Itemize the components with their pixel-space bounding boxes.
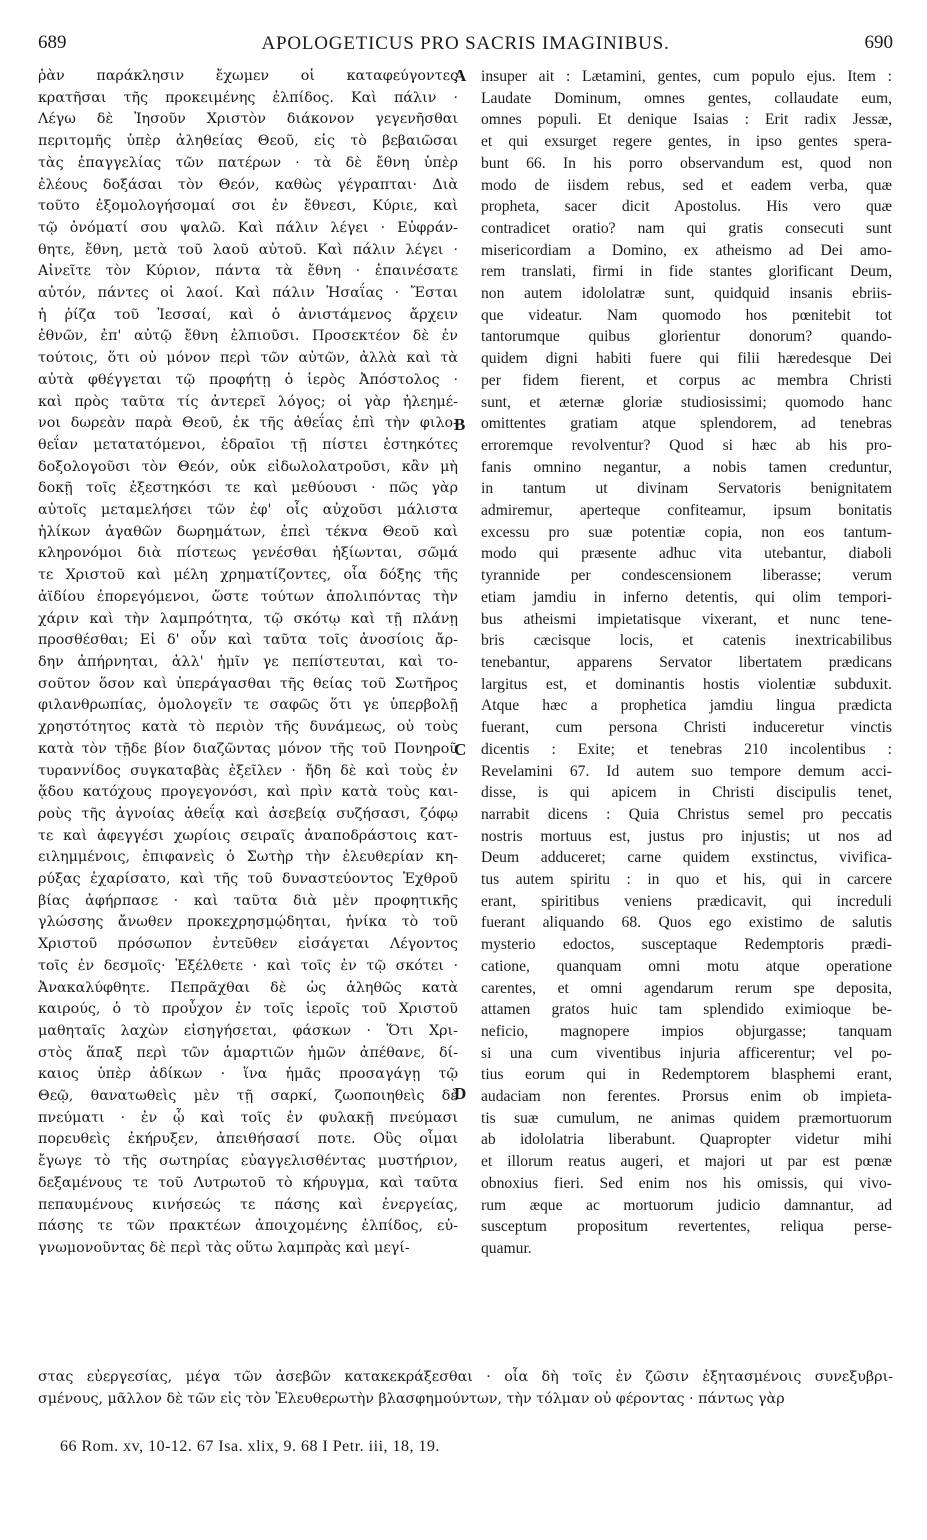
- full-width-text: [38, 1367, 893, 1410]
- greek-text-line: αὐτοῖς μεταμελήσει τῶν ἐφ' οἷς αὐχοῦσι μάλιστα: [38, 502, 458, 519]
- page-header: [38, 32, 893, 60]
- latin-text-line: excessu pro suæ potentiæ copia, non eos tantum-: [481, 523, 892, 541]
- latin-text-line: et qui exsurget regere gentes, in ipso gentes spera-: [481, 133, 892, 151]
- latin-text-line: contradicet oratio? nam qui gratis consecuti sunt: [481, 219, 892, 237]
- latin-text-line: fuerant, cum persona Christi induceretur vinctis: [481, 719, 892, 737]
- greek-text-line: ειλημμένοις, ἐπιφανεὶς ὁ Σωτὴρ τὴν ἐλευθερίαν κη-: [38, 849, 458, 866]
- greek-text-line: ἀϊδίου ἐπορεγόμενοι, ὥστε τούτων ἀπολιπόντας τὴν: [38, 588, 458, 605]
- greek-text-line: Αἰνεῖτε τὸν Κύριον, πάντα τὰ ἔθνη · ἐπαινέσατε: [38, 263, 458, 280]
- greek-text-line: καὶ πρὸς ταῦτα τίς ἀντερεῖ λόγος; οἱ γὰρ ἠλεημέ-: [38, 393, 458, 410]
- latin-text-line: attamen gratos huic tam splendido eximioque be-: [481, 1001, 892, 1019]
- greek-text-line: τοῦτο ἐξομολογήσομαί σοι ἐν ἔθνεσι, Κύριε, καὶ: [38, 198, 458, 215]
- greek-text-line: τῷ ὀνόματί σου ψαλῶ. Καὶ πάλιν λέγει · Εὐφράν-: [38, 219, 458, 236]
- latin-text-line: tyrannide per condescensionem liberasse; verum: [481, 567, 892, 585]
- running-title: APOLOGETICUS PRO SACRIS IMAGINIBUS.: [261, 33, 670, 54]
- latin-text-line: dicentis : Exite; et tenebras 210 incolentibus :: [481, 740, 892, 758]
- latin-text-line: modo qui præsente adhuc vita utebantur, diaboli: [481, 545, 892, 563]
- greek-text-line: γλώσσης ἄνωθεν προκεχρησμῴδηται, ἡνίκα τὸ τοῦ: [38, 914, 458, 931]
- latin-text-line: etiam jamdiu in inferno detentis, qui olim tempori-: [481, 588, 892, 606]
- greek-text-line: πνεύματι · ἐν ᾧ καὶ τοῖς ἐν φυλακῇ πνεύμασι: [38, 1109, 458, 1126]
- latin-text-line: tis suæ cumulum, ne animas quidem præmortuorum: [481, 1109, 892, 1127]
- latin-text-line: que videatur. Nam quomodo hos pœnitebit tot: [481, 306, 892, 324]
- latin-text-line: fanis omnino negantur, a nobis tamen creduntur,: [481, 458, 892, 476]
- latin-text-line: erroremque revolventur? Quod si hæc ab his pro-: [481, 436, 892, 454]
- greek-text-line: θητε, ἔθνη, μετὰ τοῦ λαοῦ αὐτοῦ. Καὶ πάλιν λέγει ·: [38, 241, 458, 258]
- greek-text-line: βίας ἀφήρπασε · καὶ ταῦτα διὰ μὲν προφητικῆς: [38, 892, 458, 909]
- latin-text-line: et illorum reatus augeri, et majori ut par est pœnæ: [481, 1153, 892, 1171]
- latin-text-line: fuerant aliquando 68. Quos ego existimo de salutis: [481, 914, 892, 932]
- latin-text-line: carentes, et omni agendarum rerum spe deposita,: [481, 979, 892, 997]
- greek-text-line: Ἀνακαλύφθητε. Πεπρᾶχθαι δὲ ὡς ἀληθῶς κατὰ: [38, 979, 458, 996]
- latin-text-line: non autem idololatræ sunt, quidquid insanis ebriis-: [481, 285, 892, 303]
- latin-text-line: obnoxius fieri. Sed enim nos his omissis, qui vivo-: [481, 1174, 892, 1192]
- greek-text-line: δην ἀπήρνηται, ἀλλ' ἡμῖν γε πεπίστευται, καὶ το-: [38, 653, 458, 670]
- latin-text-line: mysterio edoctos, susceptaque Redemptoris prædi-: [481, 936, 892, 954]
- greek-text-line: σοῦτον ὅσον καὶ ὑπεράγασθαι τῆς θείας τοῦ Σωτῆρος: [38, 675, 458, 692]
- greek-text-line: ῥὰν παράκλησιν ἔχωμεν οἱ καταφεύγοντες: [38, 68, 458, 84]
- latin-text-line: admiremur, aperteque confiteamur, ipsum bonitatis: [481, 502, 892, 520]
- greek-text-line: πάσης τε τῶν πρακτέων ἀποιχομένης ἐλπίδος, εὐ-: [38, 1218, 458, 1235]
- greek-text-line: κληρονόμοι διὰ πίστεως γενέσθαι ἠξίωνται, σῶμά: [38, 545, 458, 562]
- greek-text-line: καιρούς, ὁ τὸ προὖχον ἐν τοῖς ἱεροῖς τοῦ Χριστοῦ: [38, 1001, 458, 1018]
- latin-text-line: rum æque ac mortuorum judicio damnantur, ad: [481, 1196, 892, 1214]
- latin-text-line: tantorumque quibus glorientur donorum? quando-: [481, 328, 892, 346]
- latin-text-line: quidem digni habiti fuere qui filii hæredesque Dei: [481, 350, 892, 368]
- latin-text-line: modo de iisdem rebus, sed et eadem verba, quæ: [481, 176, 892, 194]
- latin-text-line: misericordiam a Domino, ex atheismo ad Dei amo-: [481, 241, 892, 259]
- latin-text-line: insuper ait : Lætamini, gentes, cum populo ejus. Item :: [481, 68, 892, 85]
- section-marker-d: D: [454, 1084, 467, 1103]
- greek-text-line: ἐλέους δοξάσαι τὸν Θεόν, καθὼς γέγραπται· Διὰ: [38, 176, 458, 193]
- greek-text-line: ἡ ῥίζα τοῦ Ἰεσσαί, καὶ ὁ ἀνιστάμενος ἄρχειν: [38, 306, 458, 323]
- latin-text-line: susceptum propositum revertentes, reliqua perse-: [481, 1218, 892, 1236]
- greek-text-line: τὰς ἐπαγγελίας τῶν πατέρων · τὰ δὲ ἔθνη ὑπὲρ: [38, 154, 458, 171]
- latin-text-line: bus atheismi impietatisque vixerant, et nunc tene-: [481, 610, 892, 628]
- latin-text-line: audaciam non ferentes. Prorsus enim ob impieta-: [481, 1088, 892, 1106]
- latin-text-line: tus autem spiritu : in quo et his, qui in carcere: [481, 871, 892, 889]
- greek-text-line: πεπαυμένους κινήσεώς τε πάσης καὶ ἐνεργείας,: [38, 1196, 458, 1213]
- greek-text-line: τυραννίδος συγκαταβὰς ἐξεῖλεν · ἤδη δὲ καὶ τοὺς ἐν: [38, 762, 458, 779]
- greek-text-line: χρηστότητος κατὰ τὸ περιὸν τῆς δυνάμεως, οὐ τοὺς: [38, 719, 458, 736]
- latin-text-line: per fidem fierent, et corpus ac membra Christi: [481, 371, 892, 389]
- greek-text-line: Λέγω δὲ Ἰησοῦν Χριστὸν διάκονον γεγενῆσθαι: [38, 111, 458, 128]
- greek-text-line: ἡλίκων ἀγαθῶν δωρημάτων, ἐπεὶ τέκνα Θεοῦ καὶ: [38, 523, 458, 540]
- greek-text-line: δοκῇ τοῖς ἐξεστηκόσι τε καὶ μεθύουσι · πῶς γὰρ: [38, 480, 458, 497]
- greek-text-line: μαθηταῖς λαχὼν εἰσηγήσεται, φάσκων · Ὅτι Χρι-: [38, 1022, 458, 1039]
- latin-text-line: ab idololatria liberabunt. Quapropter videtur mihi: [481, 1131, 892, 1149]
- section-marker-c: C: [454, 740, 467, 759]
- greek-text-line: δεξαμένους τε τοῦ Λυτρωτοῦ τὸ κήρυγμα, καὶ ταῦτα: [38, 1174, 458, 1191]
- greek-text-line: στὸς ἅπαξ περὶ τῶν ἁμαρτιῶν ἡμῶν ἀπέθανε, δί-: [38, 1044, 458, 1061]
- latin-text-line: Atque hæc a prophetica jamdiu lingua prædicta: [481, 697, 892, 715]
- page-number-right: 690: [864, 32, 893, 53]
- latin-text-line: largitus est, et dominantis hostis violentiæ subduxit.: [481, 675, 892, 693]
- section-marker-b: B: [454, 415, 466, 434]
- greek-text-line: τε καὶ ἀφεγγέσι χωρίοις σειραῖς ἀναποδράστοις κατ-: [38, 827, 458, 844]
- latin-text-line: erant, spiritibus veniens prædicavit, qui increduli: [481, 892, 892, 910]
- latin-text-line: disse, is qui apicem in Christi discipulis tenet,: [481, 784, 892, 802]
- latin-text-line: rem translati, firmi in fide stantes glorificant Deum,: [481, 263, 892, 281]
- footnotes: 66 Rom. xv, 10-12. 67 Isa. xlix, 9. 68 I Petr. iii, 18, 19.: [60, 1438, 441, 1455]
- full-width-text-line: σμένους, μᾶλλον δὲ τῶν εἰς τὸν Ἐλευθερωτὴν βλασφημούντων, τὴν τόλμαν οὐ φέροντας · πάντως γὰρ: [38, 1390, 785, 1407]
- latin-text-line: neficio, magnopere impios objurgasse; tanquam: [481, 1022, 892, 1040]
- greek-text-line: θεΐαν μετατατόμενοι, ἑδραῖοι τῇ πίστει ἑστηκότες: [38, 436, 458, 453]
- greek-text-line: τε Χριστοῦ καὶ μέλη χρηματίζοντες, οἷα δόξης τῆς: [38, 567, 458, 584]
- greek-text-line: Θεῷ, θανατωθεὶς μὲν τῇ σαρκί, ζωοποιηθεὶς δὲ: [38, 1088, 458, 1105]
- greek-text-line: αὐτόν, πάντες οἱ λαοί. Καὶ πάλιν Ἡσαΐας · Ἔσται: [38, 285, 458, 302]
- greek-text-line: Χριστοῦ πρόσωπον ἐντεῦθεν εἰσάγεται Λέγοντος: [38, 936, 458, 953]
- greek-text-line: ροὺς τῆς ἀγνοίας ἀθεΐᾳ καὶ ἀσεβείᾳ συζήσασι, ζόφῳ: [38, 805, 458, 822]
- latin-text-line: Revelamini 67. Id autem suo tempore demum acci-: [481, 762, 892, 780]
- greek-text-line: ᾅδου κατόχους προγεγονόσι, καὶ πρὶν κατὰ τοὺς και-: [38, 784, 458, 801]
- greek-text-line: ἔγωγε τὸ τῆς σωτηρίας εὐαγγελισθέντας μυστήριον,: [38, 1153, 458, 1170]
- greek-text-line: κατὰ τὸν τῇδε βίον διαζῶντας μόνον τῆς τοῦ Πονηροῦ: [38, 740, 458, 757]
- page-number-left: 689: [38, 32, 67, 53]
- greek-text-line: γνωμονοῦντας δὲ περὶ τὰς οὕτω λαμπρὰς καὶ μεγί-: [38, 1239, 410, 1256]
- latin-text-line: Laudate Dominum, omnes gentes, collaudate eum,: [481, 89, 892, 107]
- latin-text-line: omnes populi. Et denique Isaias : Erit radix Jessæ,: [481, 111, 892, 129]
- greek-text-line: ρύξας ἐχαρίσατο, καὶ τῆς τοῦ δυναστεύοντος Ἐχθροῦ: [38, 871, 458, 888]
- full-width-text-line: στας εὐεργεσίας, μέγα τῶν ἀσεβῶν κατακεκράξεσθαι · οἷα δὴ τοῖς ἐν ζῶσιν ἐξητασμένοις συνεξυβρι-: [38, 1369, 893, 1385]
- greek-text-line: χάριν καὶ τὴν λαμπρότητα, τῷ σκότῳ καὶ τῇ πλάνῃ: [38, 610, 458, 627]
- latin-text-line: tenebantur, apparens Servator libertatem prædicans: [481, 653, 892, 671]
- latin-text-line: bris cæcisque locis, et catenis inextricabilibus: [481, 632, 892, 650]
- latin-text-line: bunt 66. In his porro observandum est, quod non: [481, 154, 892, 172]
- greek-column: [38, 66, 458, 1260]
- latin-text-line: sunt, et æternæ gloriæ studiosissimi; quomodo hanc: [481, 393, 892, 411]
- latin-text-line: nostris mortuus est, justus pro injustis; ut nos ad: [481, 827, 892, 845]
- greek-text-line: νοι δωρεὰν παρὰ Θεοῦ, ἐκ τῆς ἀθεΐας ἐπὶ τὴν φιλο-: [38, 415, 458, 432]
- latin-column: [481, 66, 892, 1260]
- latin-text-line: tius eorum qui in Redemptorem blasphemi erant,: [481, 1066, 892, 1084]
- latin-text-line: Deum adduceret; carne quidem exstinctus, vivifica-: [481, 849, 892, 867]
- greek-text-line: καιος ὑπὲρ ἀδίκων · ἵνα ἡμᾶς προσαγάγῃ τῷ: [38, 1066, 458, 1083]
- greek-text-line: αὐτὰ φθέγγεται τῷ προφήτῃ ὁ ἱερὸς Ἀπόστολος ·: [38, 371, 458, 388]
- latin-text-line: propheta, sacer dicit Apostolus. His vero quæ: [481, 198, 892, 216]
- greek-text-line: κρατῆσαι τῆς προκειμένης ἐλπίδος. Καὶ πάλιν ·: [38, 89, 458, 106]
- greek-text-line: δοξολογοῦσι τὸν Θεόν, οὐκ εἰδωλολατροῦσι, κἂν μὴ: [38, 458, 458, 475]
- latin-text-line: catione, quanquam omni motu atque operatione: [481, 957, 892, 975]
- greek-text-line: φιλανθρωπίας, ὁμολογεῖν τε σαφῶς ὅτι γε ὑπερβολῇ: [38, 697, 458, 714]
- latin-text-line: in tantum ut divinam Servatoris benignitatem: [481, 480, 892, 498]
- latin-text-line: omittentes gratiam atque splendorem, ad tenebras: [481, 415, 892, 433]
- greek-text-line: τούτοις, ὅτι οὐ μόνον περὶ τῶν αὐτῶν, ἀλλὰ καὶ τὰ: [38, 350, 458, 367]
- latin-text-line: narrabit dicens : Quia Christus semel pro peccatis: [481, 805, 892, 823]
- latin-text-line: quamur.: [481, 1239, 532, 1257]
- greek-text-line: ἐθνῶν, ἐπ' αὐτῷ ἔθνη ἐλπιοῦσι. Προσεκτέον δὲ ἐν: [38, 328, 458, 345]
- greek-text-line: προσθέσθαι; Εἰ δ' οὖν καὶ ταῦτα τοῖς ἀνοσίοις ἄρ-: [38, 632, 458, 649]
- greek-text-line: τοῖς ἐν δεσμοῖς· Ἐξέλθετε · καὶ τοῖς ἐν τῷ σκότει ·: [38, 957, 458, 974]
- greek-text-line: περιτομῆς ὑπὲρ ἀληθείας Θεοῦ, εἰς τὸ βεβαιῶσαι: [38, 133, 458, 150]
- greek-text-line: πορευθεὶς ἐκήρυξεν, ἀπειθήσασί ποτε. Οὓς οἶμαι: [38, 1131, 458, 1148]
- section-marker-a: A: [454, 66, 467, 85]
- latin-text-line: si una cum viventibus injuria afficerentur; vel po-: [481, 1044, 892, 1062]
